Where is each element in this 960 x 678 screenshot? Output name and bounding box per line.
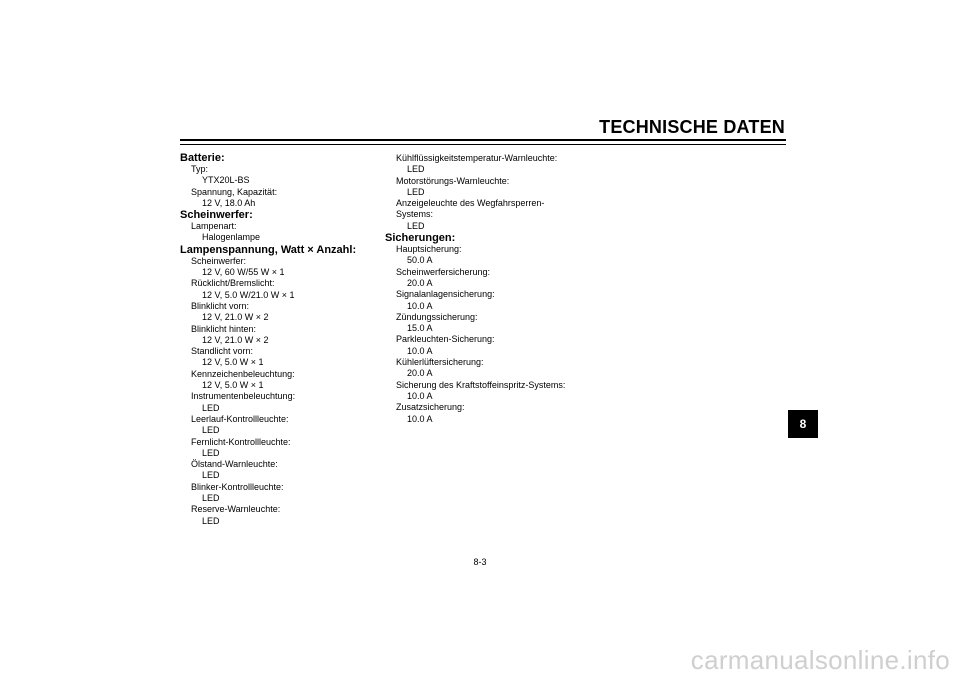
spec-value: LED <box>202 425 220 436</box>
spec-label: Kennzeichenbeleuchtung: <box>191 368 295 379</box>
spec-label: Anzeigeleuchte des Wegfahrsperren-Systems: <box>396 198 545 220</box>
spec-value: LED <box>202 515 220 526</box>
spec-value: LED <box>202 402 220 413</box>
spec-label: Scheinwerfersicherung: <box>396 266 491 277</box>
page-number: 8-3 <box>473 557 487 567</box>
spec-value: 12 V, 18.0 Ah <box>202 197 256 208</box>
spec-label: Blinklicht vorn: <box>191 300 250 311</box>
spec-value: LED <box>407 186 425 197</box>
spec-label: Spannung, Kapazität: <box>191 186 278 197</box>
spec-value: 10.0 A <box>407 345 433 356</box>
spec-value: LED <box>407 164 425 175</box>
watermark-text: carmanualsonline.info <box>690 645 950 675</box>
spec-value: 10.0 A <box>407 300 433 311</box>
spec-value: 12 V, 21.0 W × 2 <box>202 334 269 345</box>
spec-value: 12 V, 60 W/55 W × 1 <box>202 267 285 278</box>
spec-value: 10.0 A <box>407 413 433 424</box>
spec-label: Leerlauf-Kontrollleuchte: <box>191 413 289 424</box>
spec-value: 50.0 A <box>407 255 433 266</box>
spec-value: 12 V, 5.0 W/21.0 W × 1 <box>202 289 295 300</box>
spec-label: Hauptsicherung: <box>396 244 462 255</box>
spec-label: Zündungssicherung: <box>396 311 478 322</box>
spec-value: 20.0 A <box>407 368 433 379</box>
title-rule-thin <box>180 144 786 145</box>
spec-label: Fernlicht-Kontrollleuchte: <box>191 436 291 447</box>
section-heading-lampenspannung: Lampenspannung, Watt × Anzahl: <box>180 243 357 256</box>
chapter-tab: 8 <box>788 410 818 438</box>
spec-label: Blinklicht hinten: <box>191 323 257 334</box>
spec-label: Scheinwerfer: <box>191 255 247 266</box>
spec-value: LED <box>202 447 220 458</box>
page-title: TECHNISCHE DATEN <box>599 117 785 137</box>
right-column <box>385 153 605 425</box>
spec-label: Standlicht vorn: <box>191 346 254 357</box>
spec-label: Kühlerlüftersicherung: <box>396 357 484 368</box>
section-heading-sicherungen: Sicherungen: <box>385 232 456 245</box>
spec-label: Kühlflüssigkeitstemperatur-Warnleuchte: <box>396 153 558 163</box>
spec-label: Sicherung des Kraftstoffeinspritz-Systems: <box>396 379 566 390</box>
spec-value: 10.0 A <box>407 390 433 401</box>
spec-label: Rücklicht/Bremslicht: <box>191 278 275 289</box>
spec-label: Zusatzsicherung: <box>396 402 465 413</box>
spec-value: LED <box>407 220 425 231</box>
spec-label: Blinker-Kontrollleuchte: <box>191 481 284 492</box>
spec-label: Lampenart: <box>191 221 237 232</box>
spec-value: 12 V, 5.0 W × 1 <box>202 357 264 368</box>
spec-value: 12 V, 5.0 W × 1 <box>202 380 264 391</box>
section-heading-scheinwerfer: Scheinwerfer: <box>180 209 253 222</box>
spec-value: 20.0 A <box>407 277 433 288</box>
section-heading-batterie: Batterie: <box>180 152 225 164</box>
spec-value: YTX20L-BS <box>202 175 250 186</box>
spec-value: Halogenlampe <box>202 232 261 243</box>
spec-label: Signalanlagensicherung: <box>396 289 495 300</box>
spec-label: Parkleuchten-Sicherung: <box>396 334 495 345</box>
title-rule-thick <box>180 139 786 141</box>
spec-label: Reserve-Warnleuchte: <box>191 504 281 515</box>
spec-value: LED <box>202 493 220 504</box>
spec-value: 12 V, 21.0 W × 2 <box>202 312 269 323</box>
spec-label: Motorstörungs-Warnleuchte: <box>396 175 510 186</box>
spec-value: LED <box>202 470 220 481</box>
spec-value: 15.0 A <box>407 323 433 334</box>
spec-label: Typ: <box>191 164 209 174</box>
spec-label: Ölstand-Warnleuchte: <box>191 459 278 470</box>
left-column <box>180 152 380 527</box>
spec-label: Instrumentenbeleuchtung: <box>191 391 296 402</box>
